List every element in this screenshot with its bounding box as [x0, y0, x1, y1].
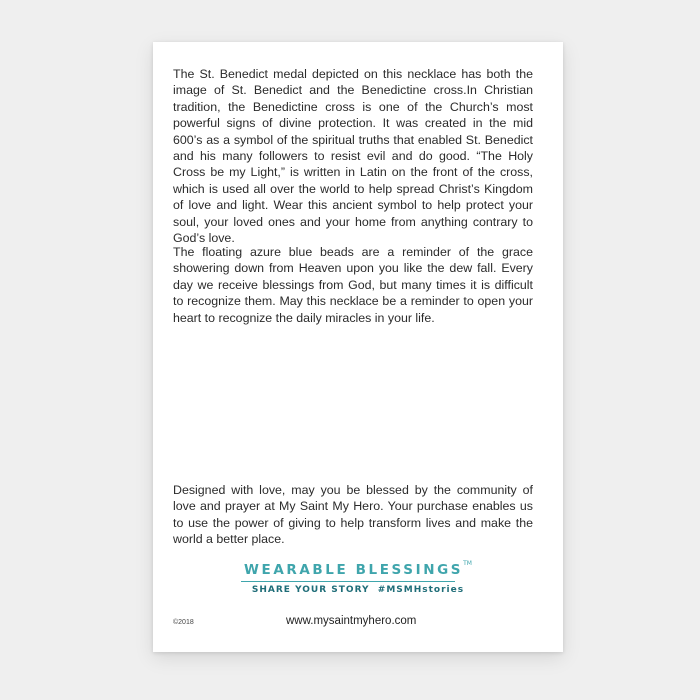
medal-description-paragraph: The St. Benedict medal depicted on this necklace has both the image of St. Benedict and the Benedictine cross.In Christian tradition, the Benedictine cross is one of the Church’s most powerful signs of divine protection. It was created in the mid 600’s as a symbol of the spiritual truths that enabled St. Benedict and his many followers to resist evil and do good. “The Holy Cross be my Light,” is written in Latin on the front of the cross, which is used all over the world to help spread Christ’s Kingdom of love and light. Wear this ancient symbol to help protect your soul, your loved ones and your home from anything contrary to God’s love. [173, 67, 533, 246]
brand-title-text: WEARABLE BLESSINGS [244, 562, 464, 578]
website-url: www.mysaintmyhero.com [286, 615, 417, 627]
brand-underline [241, 581, 455, 582]
product-info-card [153, 42, 563, 652]
brand-tagline: SHARE YOUR STORY #MSMHstories [251, 585, 465, 595]
mission-paragraph: Designed with love, may you be blessed by the community of love and prayer at My Saint My Hero. Your purchase enables us to use the power of giving to help transform lives and make the world a better place. [173, 483, 533, 547]
brand-title [153, 562, 563, 578]
copyright-text: ©2018 [173, 619, 194, 626]
beads-description-paragraph: The floating azure blue beads are a reminder of the grace showering down from Heaven upon you like the dew fall. Every day we receive blessings from God, but many times it is difficult to recognize them. May this necklace be a reminder to open your heart to recognize the daily miracles in your life. [173, 245, 533, 325]
trademark-symbol: TM [463, 560, 472, 567]
